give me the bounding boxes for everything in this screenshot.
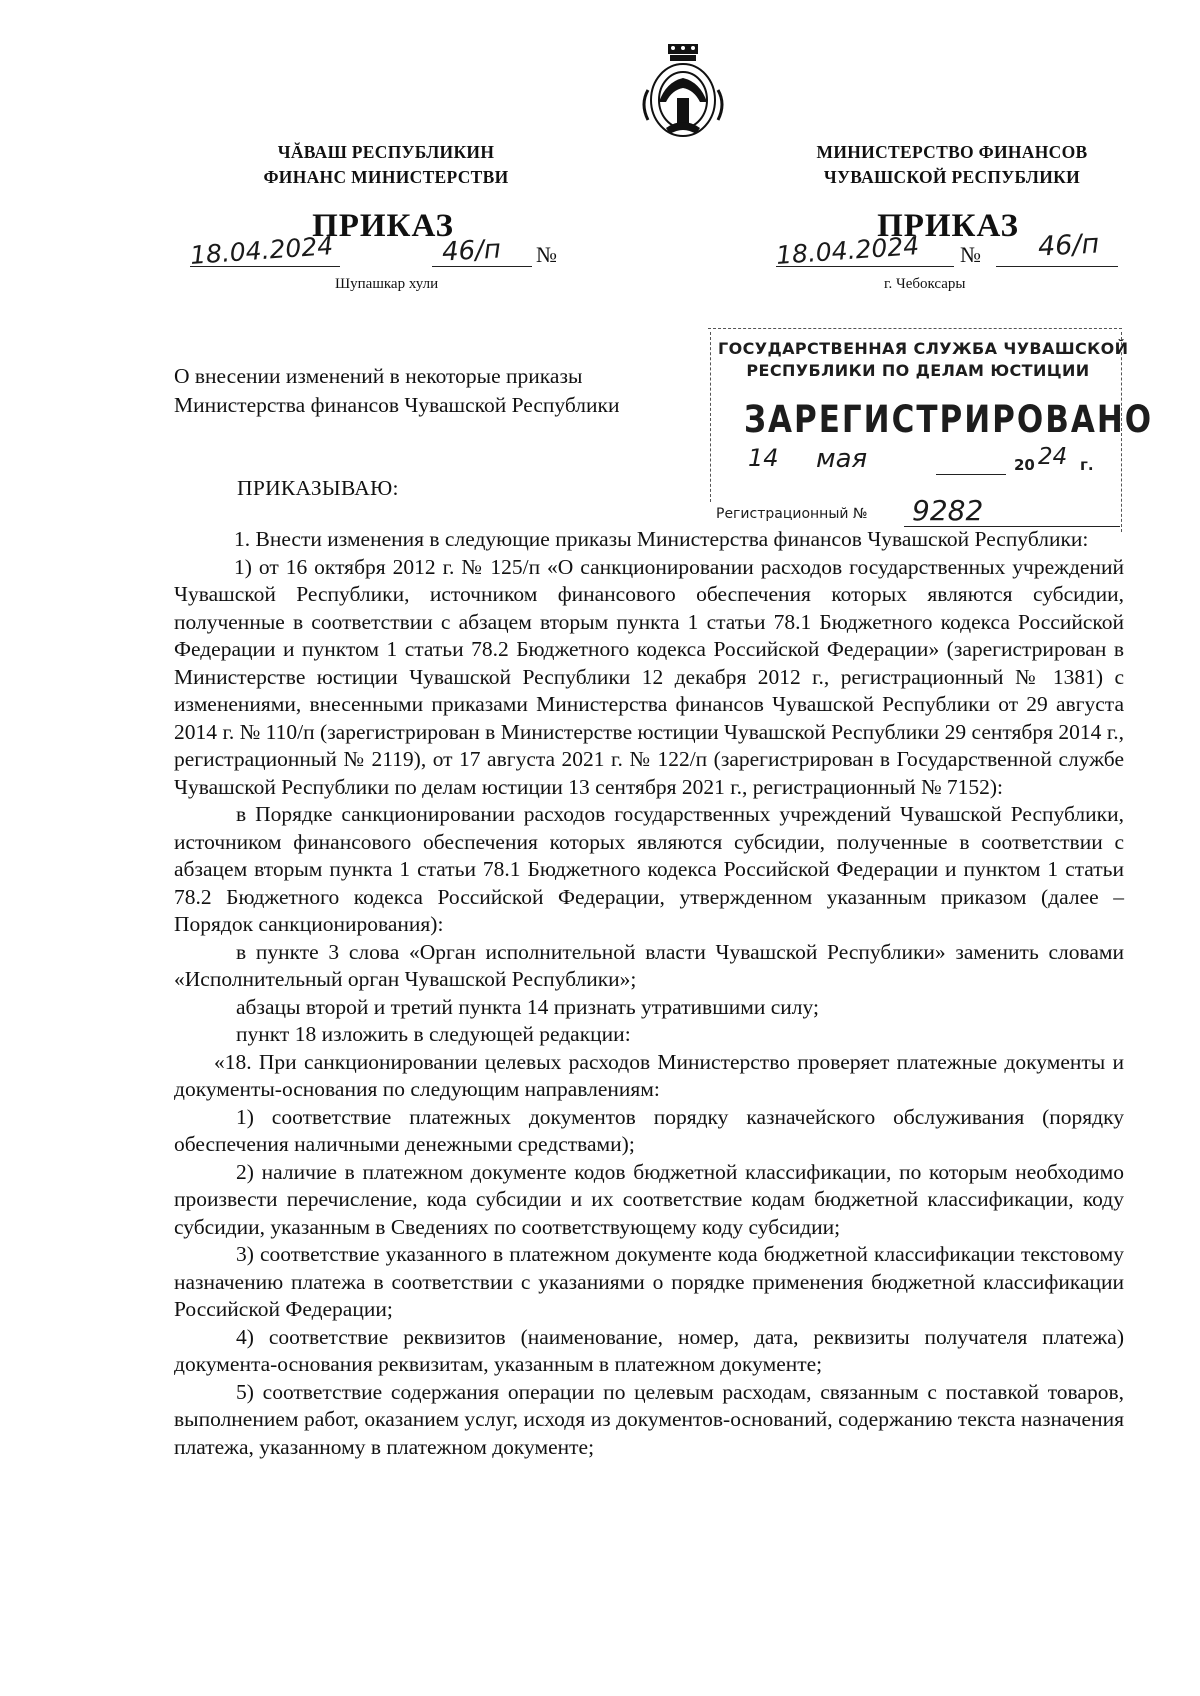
paragraph-10: 3) соответствие указанного в платежном документе кода бюджетной классификации текстовому назначению платежа в соответствии с указаниями о порядке применения бюджетной классификации Российской Федерации;	[174, 1242, 1124, 1321]
stamp-frame-top	[708, 328, 1122, 329]
stamp-day-handwritten: 14	[748, 444, 779, 472]
paragraph-8: 1) соответствие платежных документов порядку казначейского обслуживания (порядку обеспечения наличными денежными средствами);	[174, 1104, 1124, 1156]
stamp-year-prefix: 20	[1014, 456, 1035, 474]
date-left-underline	[190, 266, 340, 267]
stamp-frame-left	[710, 332, 711, 502]
stamp-reg-label: Регистрационный №	[716, 506, 868, 522]
paragraph-12: 5) соответствие содержания операции по целевым расходам, связанным с поставкой товаров, выполнением работ, оказанием услуг, исходя из документов-оснований, содержанию текста назначения платежа, указанному в платежном документе;	[174, 1379, 1124, 1459]
number-sign-right: №	[960, 242, 981, 267]
stamp-date-underline	[936, 474, 1006, 475]
doc-type-left: ПРИКАЗ	[312, 208, 454, 244]
coat-of-arms-emblem	[636, 42, 730, 142]
number-left-handwritten: 46/п	[441, 234, 502, 268]
doc-type-right: ПРИКАЗ	[877, 208, 1019, 244]
header-org-right	[752, 140, 1152, 190]
date-left-handwritten: 18.04.2024	[189, 231, 334, 270]
stamp-org-line1: ГОСУДАРСТВЕННАЯ СЛУЖБА ЧУВАШСКОЙ	[718, 339, 1129, 358]
number-sign-left: №	[536, 242, 557, 267]
paragraph-5: абзацы второй и третий пункта 14 признать утратившими силу;	[236, 994, 819, 1019]
stamp-month-handwritten: мая	[816, 444, 868, 474]
stamp-org	[718, 338, 1129, 382]
header-org-left-line2: ФИНАНС МИНИСТЕРСТВИ	[263, 167, 509, 187]
order-word: ПРИКАЗЫВАЮ:	[237, 476, 399, 500]
paragraph-9: 2) наличие в платежном документе кодов бюджетной классификации, по которым необходимо произвести перечисление, кода субсидии и их соответствие кодам бюджетной классификации, коду субсидии, указанным в Сведениях по соответствующему коду субсидии;	[174, 1159, 1124, 1239]
stamp-registered: ЗАРЕГИСТРИРОВАНО	[744, 398, 1154, 442]
paragraph-6: пункт 18 изложить в следующей редакции:	[236, 1022, 631, 1046]
number-right-handwritten: 46/п	[1037, 228, 1100, 263]
date-right-underline	[776, 266, 954, 267]
stamp-year-mark: г.	[1080, 456, 1094, 474]
stamp-reg-number-handwritten: 9282	[912, 494, 984, 527]
paragraph-1: 1. Внести изменения в следующие приказы Министерства финансов Чувашской Республики:	[234, 527, 1089, 551]
header-org-right-line1: МИНИСТЕРСТВО ФИНАНСОВ	[816, 142, 1088, 162]
paragraph-11: 4) соответствие реквизитов (наименование, номер, дата, реквизиты получателя платежа) документа-основания реквизитам, указанным в платежном документе;	[174, 1324, 1124, 1376]
order-subject	[174, 362, 619, 420]
registration-stamp	[708, 328, 1154, 540]
number-left-underline	[432, 266, 532, 267]
number-right-underline	[996, 266, 1118, 267]
stamp-year-handwritten: 24	[1038, 444, 1068, 470]
header-org-left	[186, 140, 586, 190]
paragraph-3: в Порядке санкционировании расходов государственных учреждений Чувашской Республики, источником финансового обеспечения которых являются субсидии, полученные в соответствии с абзацем вторым пункта 1 статьи 78.1 Бюджетного кодекса Российской Федерации и пунктом 1 статьи 78.2 Бюджетного кодекса Российской Федерации, утвержденном указанным приказом (далее – Порядок санкционирования):	[174, 802, 1124, 936]
paragraph-7: «18. При санкционировании целевых расходов Министерство проверяет платежные документы и документы-основания по следующим направлениям:	[174, 1049, 1124, 1101]
date-right-handwritten: 18.04.2024	[775, 231, 920, 270]
document-body	[174, 526, 1124, 1461]
header-org-left-line1: ЧĂВАШ РЕСПУБЛИКИН	[277, 142, 495, 162]
stamp-org-line2: РЕСПУБЛИКИ ПО ДЕЛАМ ЮСТИЦИИ	[746, 361, 1090, 380]
place-right: г. Чебоксары	[884, 276, 966, 292]
paragraph-2: 1) от 16 октября 2012 г. № 125/п «О санкционировании расходов государственных учреждений Чувашской Республики, источником финансового обеспечения которых являются субсидии, полученные в соответствии с абзацем вторым пункта 1 статьи 78.1 Бюджетного кодекса Российской Федерации и пунктом 1 статьи 78.2 Бюджетного кодекса Российской Федерации» (зарегистрирован в Министерстве юстиции Чувашской Республики 12 декабря 2012 г., регистрационный № 1381) с изменениями, внесенными приказами Министерства финансов Чувашской Республики от 29 августа 2014 г. № 110/п (зарегистрирован в Министерстве юстиции Чувашской Республики 29 сентября 2014 г., регистрационный № 2119), от 17 августа 2021 г. № 122/п (зарегистрирован в Государственной службе Чувашской Республики по делам юстиции 13 сентября 2021 г., регистрационный № 7152):	[174, 554, 1124, 799]
order-subject-line1: О внесении изменений в некоторые приказы	[174, 364, 583, 388]
order-subject-line2: Министерства финансов Чувашской Республики	[174, 393, 620, 417]
place-left: Шупашкар хули	[335, 276, 439, 292]
header-org-right-line2: ЧУВАШСКОЙ РЕСПУБЛИКИ	[823, 167, 1081, 187]
paragraph-4: в пункте 3 слова «Орган исполнительной власти Чувашской Республики» заменить словами «Исполнительный орган Чувашской Республики»;	[174, 939, 1124, 991]
